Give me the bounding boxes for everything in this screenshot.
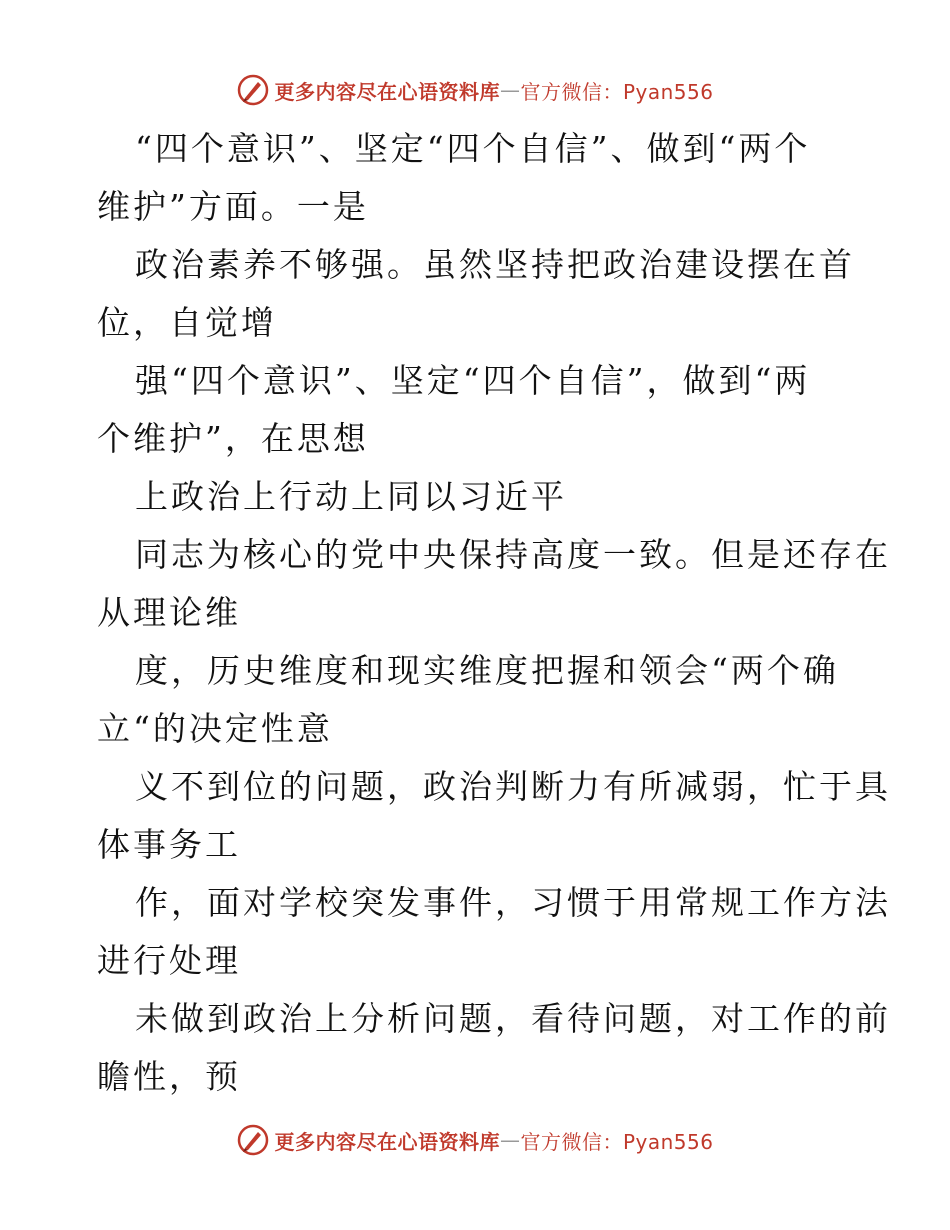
text-line: 政治素养不够强。虽然坚持把政治建设摆在首 xyxy=(135,245,855,284)
text-line: 立“的决定性意 xyxy=(97,709,333,748)
text-line: 义不到位的问题，政治判断力有所减弱，忙于具 xyxy=(135,767,891,806)
text-line: 瞻性，预 xyxy=(97,1057,241,1096)
watermark-main-text: 更多内容尽在心语资料库 xyxy=(274,1129,500,1154)
text-line: 同志为核心的党中央保持高度一致。但是还存在 xyxy=(135,535,891,574)
quill-pen-logo-icon xyxy=(236,1123,270,1157)
text-line: “四个意识”、坚定“四个自信”、做到“两个 xyxy=(135,129,811,168)
text-line: 从理论维 xyxy=(97,593,241,632)
document-body xyxy=(97,120,891,1106)
text-line: 作，面对学校突发事件，习惯于用常规工作方法 xyxy=(135,883,891,922)
watermark-account-text: 官方微信：Pyan556 xyxy=(520,79,714,104)
text-line: 进行处理 xyxy=(97,941,241,980)
header-watermark xyxy=(0,70,950,110)
text-line: 上政治上行动上同以习近平 xyxy=(135,477,567,516)
quill-pen-logo-icon xyxy=(236,73,270,107)
text-line: 体事务工 xyxy=(97,825,241,864)
footer-watermark xyxy=(0,1120,950,1160)
watermark-separator: — xyxy=(499,78,521,102)
text-line: 未做到政治上分析问题，看待问题，对工作的前 xyxy=(135,999,891,1038)
text-line: 个维护”，在思想 xyxy=(97,419,369,458)
text-line: 维护”方面。一是 xyxy=(97,187,369,226)
text-line: 强“四个意识”、坚定“四个自信”，做到“两 xyxy=(135,361,811,400)
text-line: 位，自觉增 xyxy=(97,303,277,342)
watermark-separator: — xyxy=(499,1128,521,1152)
watermark-account-text: 官方微信：Pyan556 xyxy=(520,1129,714,1154)
text-line: 度，历史维度和现实维度把握和领会“两个确 xyxy=(135,651,839,690)
watermark-main-text: 更多内容尽在心语资料库 xyxy=(274,79,500,104)
